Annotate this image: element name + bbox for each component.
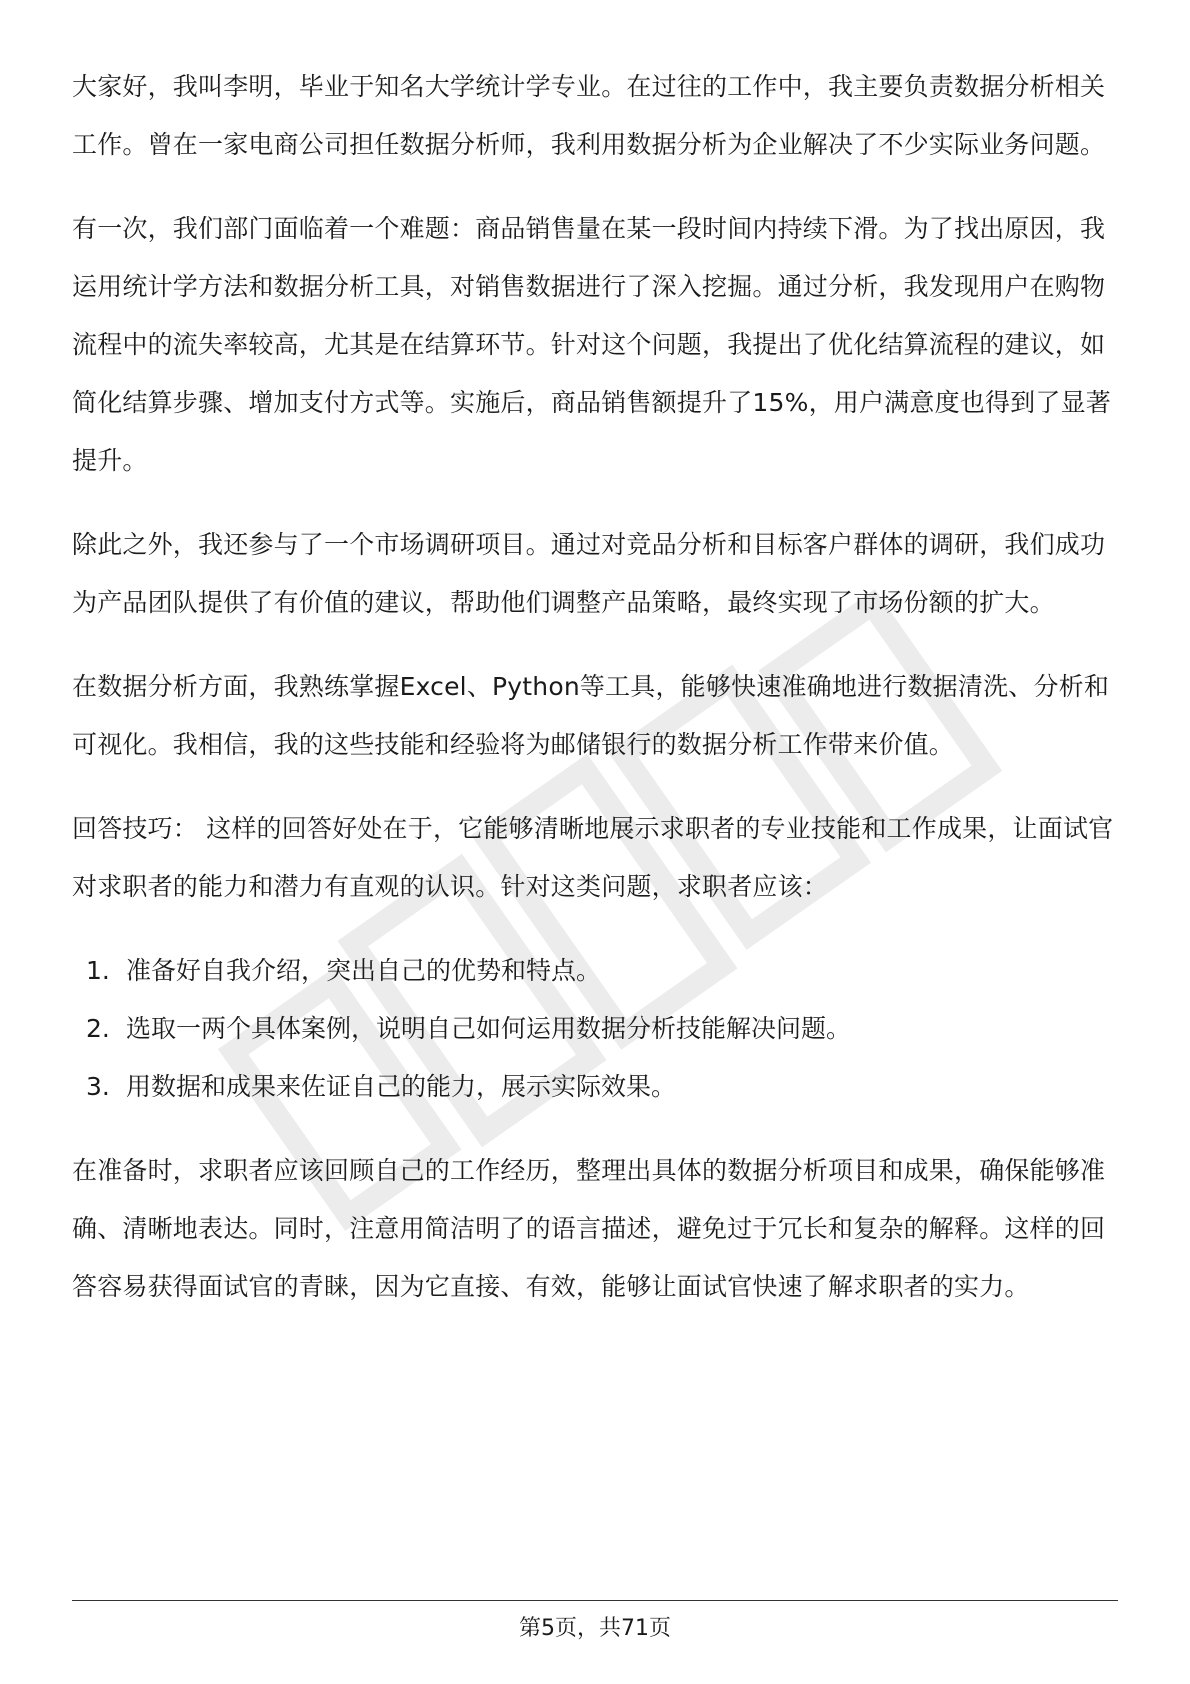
list-number: 1. — [86, 956, 110, 985]
list-text: 用数据和成果来佐证自己的能力，展示实际效果。 — [126, 1072, 677, 1101]
list-item — [72, 1000, 1118, 1058]
footer-divider — [72, 1600, 1118, 1601]
paragraph-skills: 在数据分析方面，我熟练掌握Excel、Python等工具，能够快速准确地进行数据清洗、分析和可视化。我相信，我的这些技能和经验将为邮储银行的数据分析工作带来价值。 — [72, 672, 1110, 759]
paragraph-closing: 在准备时，求职者应该回顾自己的工作经历，整理出具体的数据分析项目和成果，确保能够准确、清晰地表达。同时，注意用简洁明了的语言描述，避免过于冗长和复杂的解释。这样的回答容易获得面试官的青睐，因为它直接、有效，能够让面试官快速了解求职者的实力。 — [72, 1156, 1106, 1301]
paragraph-answer-tips: 回答技巧： 这样的回答好处在于，它能够清晰地展示求职者的专业技能和工作成果，让面试官对求职者的能力和潜力有直观的认识。针对这类问题，求职者应该： — [72, 814, 1114, 901]
list-item — [72, 1058, 1118, 1116]
page-number: 第5页，共71页 — [519, 1616, 671, 1641]
tips-list — [72, 942, 1118, 1116]
list-text: 准备好自我介绍，突出自己的优势和特点。 — [126, 956, 602, 985]
paragraph-intro: 大家好，我叫李明，毕业于知名大学统计学专业。在过往的工作中，我主要负责数据分析相关工作。曾在一家电商公司担任数据分析师，我利用数据分析为企业解决了不少实际业务问题。 — [72, 72, 1106, 159]
paragraph-market-research: 除此之外，我还参与了一个市场调研项目。通过对竞品分析和目标客户群体的调研，我们成功为产品团队提供了有价值的建议，帮助他们调整产品策略，最终实现了市场份额的扩大。 — [72, 530, 1106, 617]
paragraph-case-study: 有一次，我们部门面临着一个难题：商品销售量在某一段时间内持续下滑。为了找出原因，我运用统计学方法和数据分析工具，对销售数据进行了深入挖掘。通过分析，我发现用户在购物流程中的流失率较高，尤其是在结算环节。针对这个问题，我提出了优化结算流程的建议，如简化结算步骤、增加支付方式等。实施后，商品销售额提升了15%，用户满意度也得到了显著提升。 — [72, 214, 1111, 475]
list-number: 3. — [86, 1072, 110, 1101]
list-item — [72, 942, 1118, 1000]
list-text: 选取一两个具体案例，说明自己如何运用数据分析技能解决问题。 — [126, 1014, 852, 1043]
document-body — [72, 58, 1118, 1342]
list-number: 2. — [86, 1014, 110, 1043]
